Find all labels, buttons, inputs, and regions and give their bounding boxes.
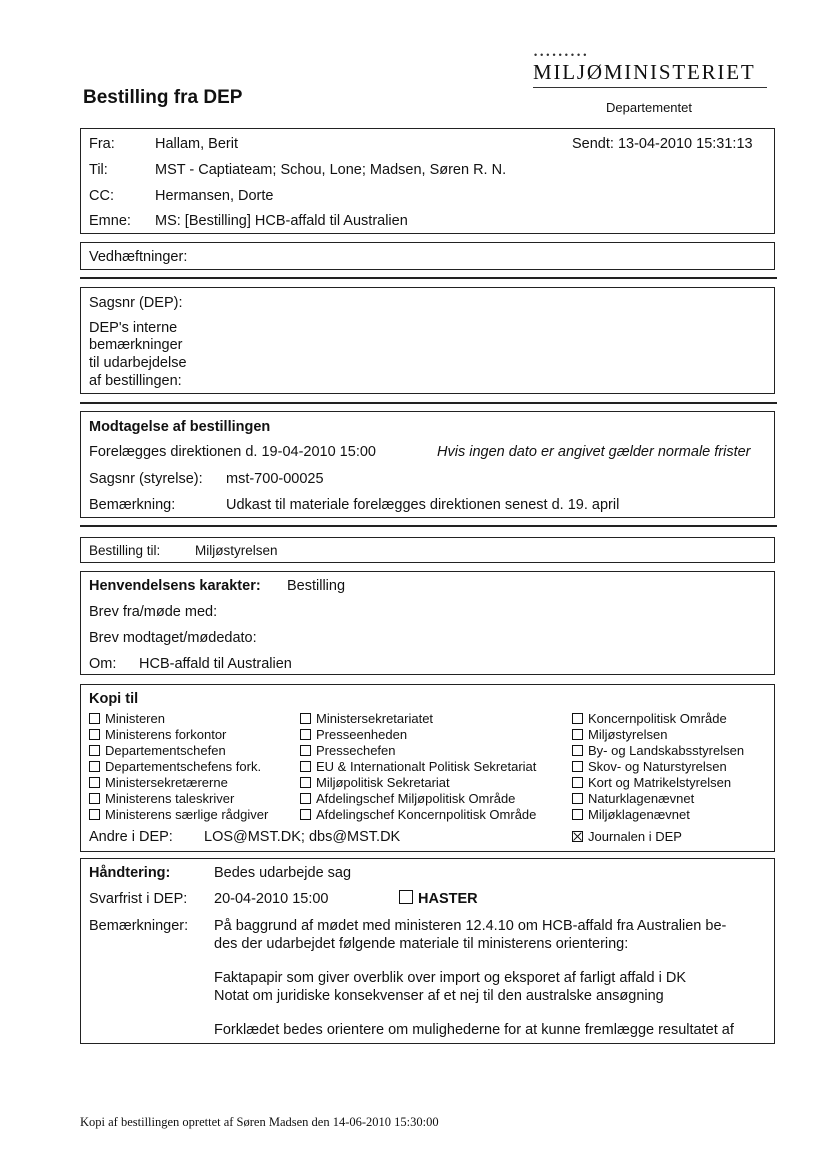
deadline-note: Hvis ingen dato er angivet gælder normale frister — [437, 444, 751, 460]
attachments-label: Vedhæftninger: — [89, 249, 188, 265]
interne-line: DEP's interne — [89, 320, 178, 336]
remark-line: Notat om juridiske konsekvenser af et nej til den australske ansøgning — [214, 988, 664, 1004]
svarfrist-value: 20-04-2010 15:00 — [214, 891, 329, 907]
checkbox-icon[interactable] — [572, 761, 583, 772]
til-value: MST - Captiateam; Schou, Lone; Madsen, Søren R. N. — [155, 162, 507, 178]
copy-option[interactable]: Ministeren — [89, 711, 165, 727]
copy-option[interactable]: Afdelingschef Koncernpolitisk Område — [300, 807, 536, 823]
divider — [80, 277, 777, 279]
copy-option[interactable]: Departementschefen — [89, 743, 226, 759]
sagsnr-styrelse-value: mst-700-00025 — [226, 471, 324, 487]
checkbox-icon[interactable] — [572, 809, 583, 820]
forelaegges-text: Forelægges direktionen d. 19-04-2010 15:00 — [89, 444, 376, 460]
checkbox-icon[interactable] — [572, 793, 583, 804]
remark-line: Forklædet bedes orientere om mulighederne for at kunne fremlægge resultatet af — [214, 1022, 734, 1038]
checkbox-icon[interactable] — [300, 745, 311, 756]
letter-from-label: Brev fra/møde med: — [89, 604, 218, 620]
andre-value: LOS@MST.DK; dbs@MST.DK — [204, 829, 401, 845]
copy-option[interactable]: Pressechefen — [300, 743, 396, 759]
checkbox-icon[interactable] — [572, 745, 583, 756]
divider — [80, 402, 777, 404]
checkbox-icon[interactable] — [89, 713, 100, 724]
checkbox-icon[interactable] — [300, 809, 311, 820]
about-value: HCB-affald til Australien — [139, 656, 292, 672]
about-label: Om: — [89, 656, 117, 672]
remark-line: På baggrund af mødet med ministeren 12.4.10 om HCB-affald fra Australien be- — [214, 918, 727, 934]
checkbox-icon[interactable] — [89, 809, 100, 820]
copy-option[interactable]: Ministersekretærerne — [89, 775, 228, 791]
copy-option[interactable]: Koncernpolitisk Område — [572, 711, 727, 727]
svarfrist-label: Svarfrist i DEP: — [89, 891, 188, 907]
reception-heading: Modtagelse af bestillingen — [89, 419, 271, 435]
remark-line: des der udarbejdet følgende materiale til ministerens orientering: — [214, 936, 629, 952]
order-to-label: Bestilling til: — [89, 543, 161, 558]
bemaerkninger-label: Bemærkninger: — [89, 918, 189, 934]
copy-option[interactable]: Departementschefens fork. — [89, 759, 261, 775]
checkbox-icon[interactable] — [572, 729, 583, 740]
handling-label: Håndtering: — [89, 865, 171, 881]
copy-option[interactable]: Ministerens særlige rådgiver — [89, 807, 268, 823]
copy-option[interactable]: By- og Landskabsstyrelsen — [572, 743, 744, 759]
page-title: Bestilling fra DEP — [83, 87, 243, 108]
letter-received-label: Brev modtaget/mødedato: — [89, 630, 257, 646]
cc-value: Hermansen, Dorte — [155, 188, 274, 204]
copy-option[interactable]: Kort og Matrikelstyrelsen — [572, 775, 731, 791]
sagsnr-dep-label: Sagsnr (DEP): — [89, 295, 183, 311]
bemaerkning-value: Udkast til materiale forelægges direktionen senest d. 19. april — [226, 497, 620, 513]
copy-option[interactable]: Naturklagenævnet — [572, 791, 694, 807]
order-to-value: Miljøstyrelsen — [195, 543, 278, 558]
copy-option[interactable]: Afdelingschef Miljøpolitisk Område — [300, 791, 515, 807]
divider — [80, 525, 777, 527]
til-label: Til: — [89, 162, 108, 178]
checkbox-icon[interactable] — [89, 761, 100, 772]
emne-label: Emne: — [89, 213, 131, 229]
interne-line: til udarbejdelse — [89, 355, 187, 371]
cc-label: CC: — [89, 188, 114, 204]
logo-dots: ••••••••• — [534, 50, 590, 60]
ministry-logo: MILJØMINISTERIET — [533, 60, 756, 84]
checkbox-icon[interactable] — [572, 777, 583, 788]
interne-line: af bestillingen: — [89, 373, 182, 389]
remark-line: Faktapapir som giver overblik over import og eksporet af farligt affald i DK — [214, 970, 686, 986]
copy-option[interactable]: Ministerens forkontor — [89, 727, 226, 743]
sendt-value: Sendt: 13-04-2010 15:31:13 — [572, 136, 753, 152]
fra-label: Fra: — [89, 136, 115, 152]
sagsnr-styrelse-label: Sagsnr (styrelse): — [89, 471, 203, 487]
andre-label: Andre i DEP: — [89, 829, 173, 845]
inquiry-heading: Henvendelsens karakter: — [89, 578, 261, 594]
copy-option[interactable]: Miljøstyrelsen — [572, 727, 667, 743]
checkbox-icon[interactable] — [300, 729, 311, 740]
checkbox-icon[interactable] — [89, 729, 100, 740]
logo-underline — [533, 87, 767, 88]
checkbox-icon[interactable] — [89, 745, 100, 756]
checkbox-icon[interactable] — [300, 713, 311, 724]
emne-value: MS: [Bestilling] HCB-affald til Australien — [155, 213, 408, 229]
handling-value: Bedes udarbejde sag — [214, 865, 352, 881]
interne-line: bemærkninger — [89, 337, 183, 353]
checkbox-icon[interactable] — [89, 777, 100, 788]
dep-case-box — [80, 287, 775, 394]
copy-to-heading: Kopi til — [89, 691, 139, 707]
bemaerkning-label: Bemærkning: — [89, 497, 176, 513]
checkbox-icon[interactable] — [300, 793, 311, 804]
checkbox-icon[interactable] — [572, 713, 583, 724]
copy-option[interactable]: Ministersekretariatet — [300, 711, 433, 727]
checked-checkbox-icon[interactable] — [572, 831, 583, 842]
copy-option[interactable]: Presseenheden — [300, 727, 407, 743]
copy-option[interactable]: Skov- og Naturstyrelsen — [572, 759, 727, 775]
checkbox-icon[interactable] — [300, 761, 311, 772]
order-to-box — [80, 537, 775, 563]
footer-note: Kopi af bestillingen oprettet af Søren Madsen den 14-06-2010 15:30:00 — [80, 1115, 439, 1129]
copy-option[interactable]: Ministerens taleskriver — [89, 791, 234, 807]
checkbox-icon[interactable] — [89, 793, 100, 804]
journalen-option[interactable]: Journalen i DEP — [572, 829, 682, 845]
copy-option[interactable]: EU & Internationalt Politisk Sekretariat — [300, 759, 536, 775]
haster-option[interactable]: HASTER — [399, 890, 478, 908]
copy-option[interactable]: Miljøklagenævnet — [572, 807, 690, 823]
inquiry-value: Bestilling — [287, 578, 346, 594]
fra-value: Hallam, Berit — [155, 136, 238, 152]
department-label: Departementet — [606, 100, 692, 115]
checkbox-icon[interactable] — [300, 777, 311, 788]
checkbox-icon[interactable] — [399, 890, 413, 904]
copy-option[interactable]: Miljøpolitisk Sekretariat — [300, 775, 450, 791]
